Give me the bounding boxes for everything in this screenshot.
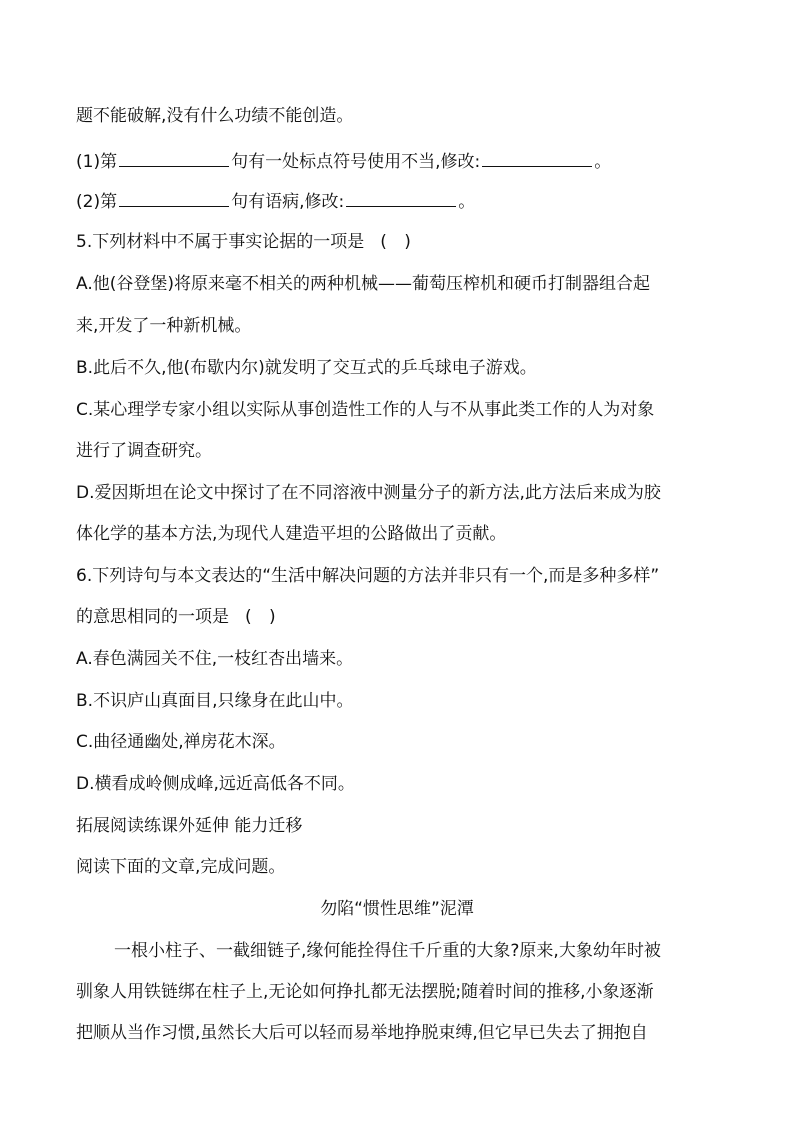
question-2-end: 。 [458, 192, 476, 212]
question-2-text: 句有语病,修改: [231, 192, 345, 212]
option-5c-line-2: 进行了调查研究。 [76, 441, 212, 461]
option-6a: A.春色满园关不住,一枝红杏出墙来。 [76, 649, 354, 669]
answer-blank-sentence-number[interactable] [119, 150, 229, 167]
question-6-text: 的意思相同的一项是 [76, 607, 229, 627]
article-title: 勿陷“惯性思维”泥潭 [320, 899, 474, 919]
option-5a-line-1: A.他(谷登堡)将原来毫不相关的两种机械——葡萄压榨机和硬币打制器组合起 [76, 274, 650, 294]
question-1-line [76, 150, 722, 174]
text-line: 题不能破解,没有什么功绩不能创造。 [76, 106, 354, 126]
answer-paren[interactable]: ( ) [380, 232, 417, 252]
paragraph-line: 一根小柱子、一截细链子,缘何能拴得住千斤重的大象?原来,大象幼年时被 [114, 941, 661, 961]
answer-blank-correction[interactable] [346, 190, 456, 207]
option-6d: D.横看成岭侧成峰,远近高低各不同。 [76, 774, 355, 794]
section-heading: 拓展阅读练课外延伸 能力迁移 [76, 816, 303, 836]
option-5a-line-2: 来,开发了一种新机械。 [76, 316, 252, 336]
question-1-text: 句有一处标点符号使用不当,修改: [231, 152, 481, 172]
question-5-text: 5.下列材料中不属于事实论据的一项是 [76, 232, 365, 252]
question-6-line-2 [76, 605, 722, 629]
option-5d-line-1: D.爱因斯坦在论文中探讨了在不同溶液中测量分子的新方法,此方法后来成为胶 [76, 483, 661, 503]
answer-paren[interactable]: ( ) [245, 607, 282, 627]
paragraph-line: 把顺从当作习惯,虽然长大后可以轻而易举地挣脱束缚,但它早已失去了拥抱自 [76, 1023, 648, 1043]
question-6-line-1: 6.下列诗句与本文表达的“生活中解决问题的方法并非只有一个,而是多种多样” [76, 566, 660, 586]
option-5b: B.此后不久,他(布歇内尔)就发明了交互式的乒乓球电子游戏。 [76, 358, 537, 378]
question-1-prefix: (1)第 [76, 152, 118, 172]
instruction-text: 阅读下面的文章,完成问题。 [76, 857, 286, 877]
answer-blank-correction[interactable] [482, 150, 592, 167]
option-6c: C.曲径通幽处,禅房花木深。 [76, 732, 286, 752]
answer-blank-sentence-number[interactable] [119, 190, 229, 207]
question-2-line [76, 190, 722, 214]
option-5c-line-1: C.某心理学专家小组以实际从事创造性工作的人与不从事此类工作的人为对象 [76, 400, 655, 420]
paragraph-line: 驯象人用铁链绑在柱子上,无论如何挣扎都无法摆脱;随着时间的推移,小象逐渐 [76, 982, 654, 1002]
question-2-prefix: (2)第 [76, 192, 118, 212]
question-5-stem [76, 230, 722, 254]
question-1-end: 。 [594, 152, 612, 172]
option-6b: B.不识庐山真面目,只缘身在此山中。 [76, 691, 354, 711]
option-5d-line-2: 体化学的基本方法,为现代人建造平坦的公路做出了贡献。 [76, 524, 507, 544]
